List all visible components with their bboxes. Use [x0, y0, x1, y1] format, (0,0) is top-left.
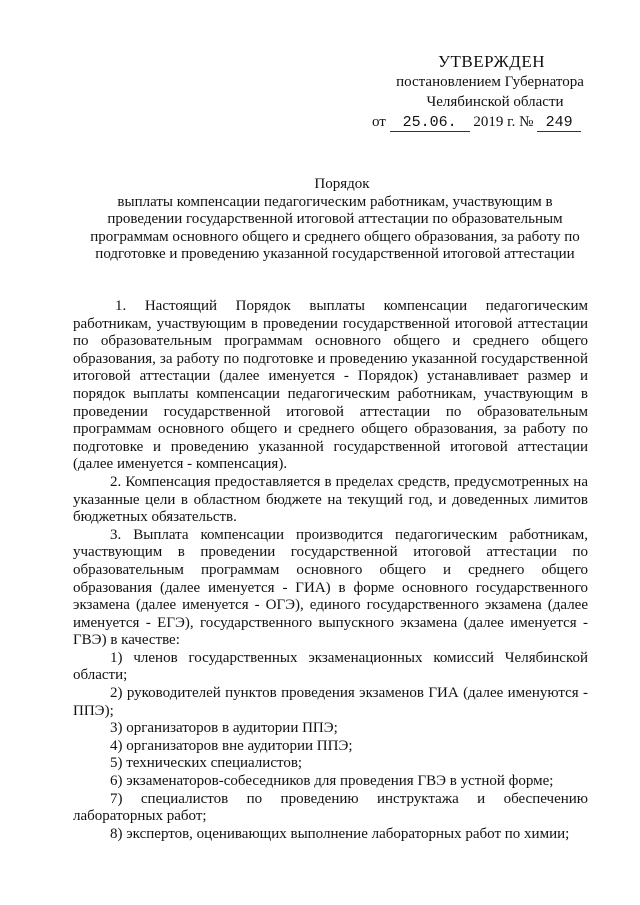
list-item: 8) экспертов, оценивающих выполнение лабораторных работ по химии; — [110, 825, 570, 842]
list-item: 5) технических специалистов; — [110, 755, 303, 772]
approval-date-row — [372, 112, 620, 132]
list-item: 6) экзаменаторов-собеседников для проведения ГВЭ в устной форме; — [110, 773, 554, 790]
heading-subtitle-line: программам основного общего и среднего общего образования, за работу по — [90, 228, 580, 245]
list-item: 4) организаторов вне аудитории ППЭ; — [110, 737, 353, 754]
paragraph: 3. Выплата компенсации производится педагогическим работникам, участвующим в проведении государственной итоговой аттестации по образовательным программам основного общего и среднего общего образования (далее именуется - ГИА) в форме основного государственного экзамена (далее именуется - ОГЭ), единого государственного экзамена (далее именуется - ЕГЭ), государственного выпускного экзамена (далее именуется - ГВЭ) в качестве: — [73, 526, 588, 649]
heading-title: Порядок — [314, 176, 370, 192]
heading-subtitle-line: проведении государственной итоговой аттестации по образовательным — [107, 211, 563, 228]
list-item: 1) членов государственных экзаменационных комиссий Челябинской области; — [73, 649, 588, 684]
approval-line-2: Челябинской области — [426, 94, 564, 110]
paragraph: 1. Настоящий Порядок выплаты компенсации педагогическим работникам, участвующим в проведении государственной итоговой аттестации по образовательным программам основного общего и среднего общего образования, за работу по подготовке и проведению указанной государственной итоговой аттестации (далее именуется - Порядок) устанавливает размер и порядок выплаты компенсации педагогическим работникам, участвующим в проведении государственной итоговой аттестации по образовательным программам основного общего и среднего общего образования, за работу по подготовке и проведению указанной государственной итоговой аттестации (далее именуется - компенсация). — [73, 298, 588, 473]
list-item: 2) руководителей пунктов проведения экзаменов ГИА (далее именуются - ППЭ); — [73, 685, 588, 719]
approval-title: УТВЕРЖДЕН — [438, 52, 545, 71]
paragraph: 2. Компенсация предоставляется в пределах средств, предусмотренных на указанные цели в областном бюджете на текущий год, и доведенных лимитов бюджетных обязательств. — [73, 473, 588, 526]
list-item: 3) организаторов в аудитории ППЭ; — [110, 720, 338, 737]
list-item: 7) специалистов по проведению инструктажа и обеспечению лабораторных работ; — [73, 790, 588, 825]
year-label: 2019 г. № — [473, 114, 534, 130]
approval-line-1: постановлением Губернатора — [396, 74, 584, 90]
from-label: от — [372, 114, 386, 130]
handwritten-number: 249 — [537, 115, 581, 132]
approval-block — [360, 52, 620, 132]
heading-subtitle-line: подготовке и проведению указанной государственной итоговой аттестации — [95, 246, 575, 263]
document-body — [73, 298, 588, 843]
heading-subtitle-line: выплаты компенсации педагогическим работникам, участвующим в — [117, 193, 553, 210]
handwritten-date: 25.06. — [390, 115, 470, 132]
document-heading — [60, 176, 610, 264]
